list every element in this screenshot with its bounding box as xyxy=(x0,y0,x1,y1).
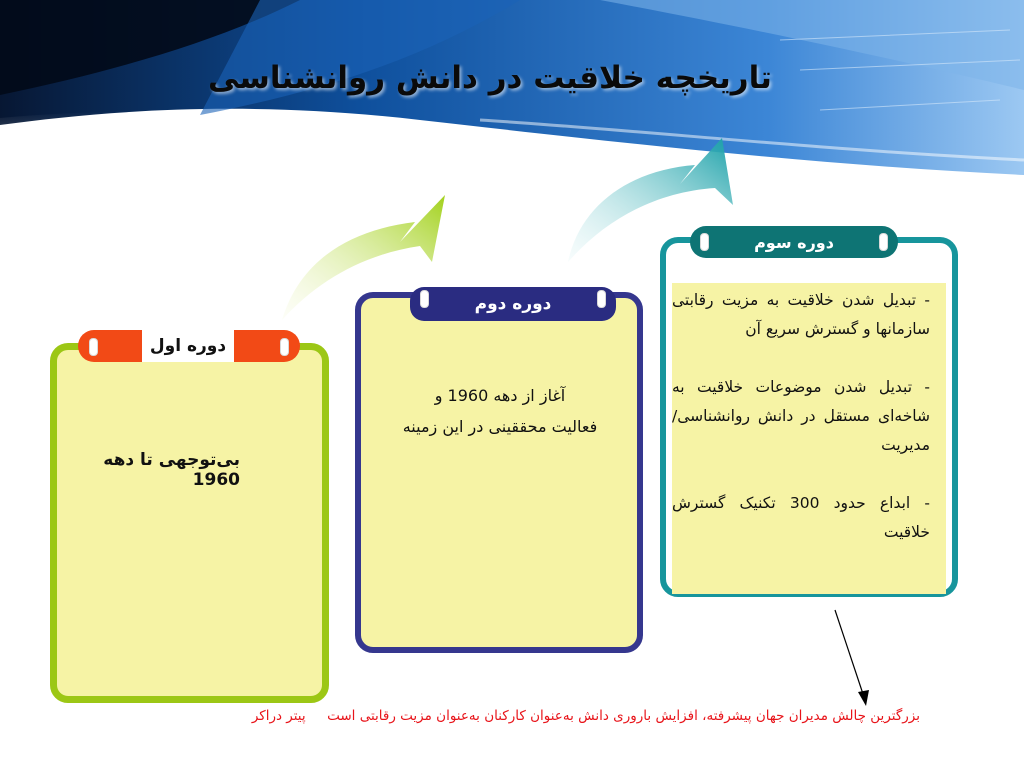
period-1-text: بی‌توجهی تا دهه 1960 xyxy=(103,450,240,490)
quote-text: بزرگترین چالش مدیران جهان پیشرفته، افزایش باروری دانش به‌عنوان کارکنان به‌عنوان مزیت رقابتی است xyxy=(327,708,920,724)
period-3-item-2: - تبدیل شدن موضوعات خلاقیت به شاخه‌ای مستقل در دانش روانشناسی/مدیریت xyxy=(672,378,930,454)
tab-pin xyxy=(700,233,709,251)
period-3-item-1: - تبدیل شدن خلاقیت به مزیت رقابتی سازمانها و گسترش سریع آن xyxy=(672,291,930,338)
period-tab-3 xyxy=(690,226,898,258)
period-label-3: دوره سوم xyxy=(754,232,834,252)
period-tab-1 xyxy=(78,330,300,362)
period-card-2 xyxy=(355,292,643,653)
tab-pin xyxy=(280,338,289,356)
period-card-1 xyxy=(50,343,329,703)
period-tab-2 xyxy=(410,287,616,321)
period-2-line-1: آغاز از دهه 1960 و xyxy=(434,386,566,405)
period-label-2: دوره دوم xyxy=(474,294,552,314)
quote-author: پیتر دراکر xyxy=(251,708,306,724)
tab-pin xyxy=(89,338,98,356)
tab-pin xyxy=(420,290,429,308)
tab-pin xyxy=(879,233,888,251)
period-2-text xyxy=(370,380,630,442)
footer-quote xyxy=(150,708,920,724)
period-2-line-2: فعالیت محققینی در این زمینه xyxy=(402,417,598,436)
slide-title: تاریخچه خلاقیت در دانش روانشناسی xyxy=(208,60,772,96)
period-3-text xyxy=(672,286,930,576)
period-3-item-3: - ابداع حدود 300 تکنیک گسترش خلاقیت xyxy=(672,494,931,541)
tab-pin xyxy=(597,290,606,308)
period-label-1: دوره اول xyxy=(142,330,234,362)
